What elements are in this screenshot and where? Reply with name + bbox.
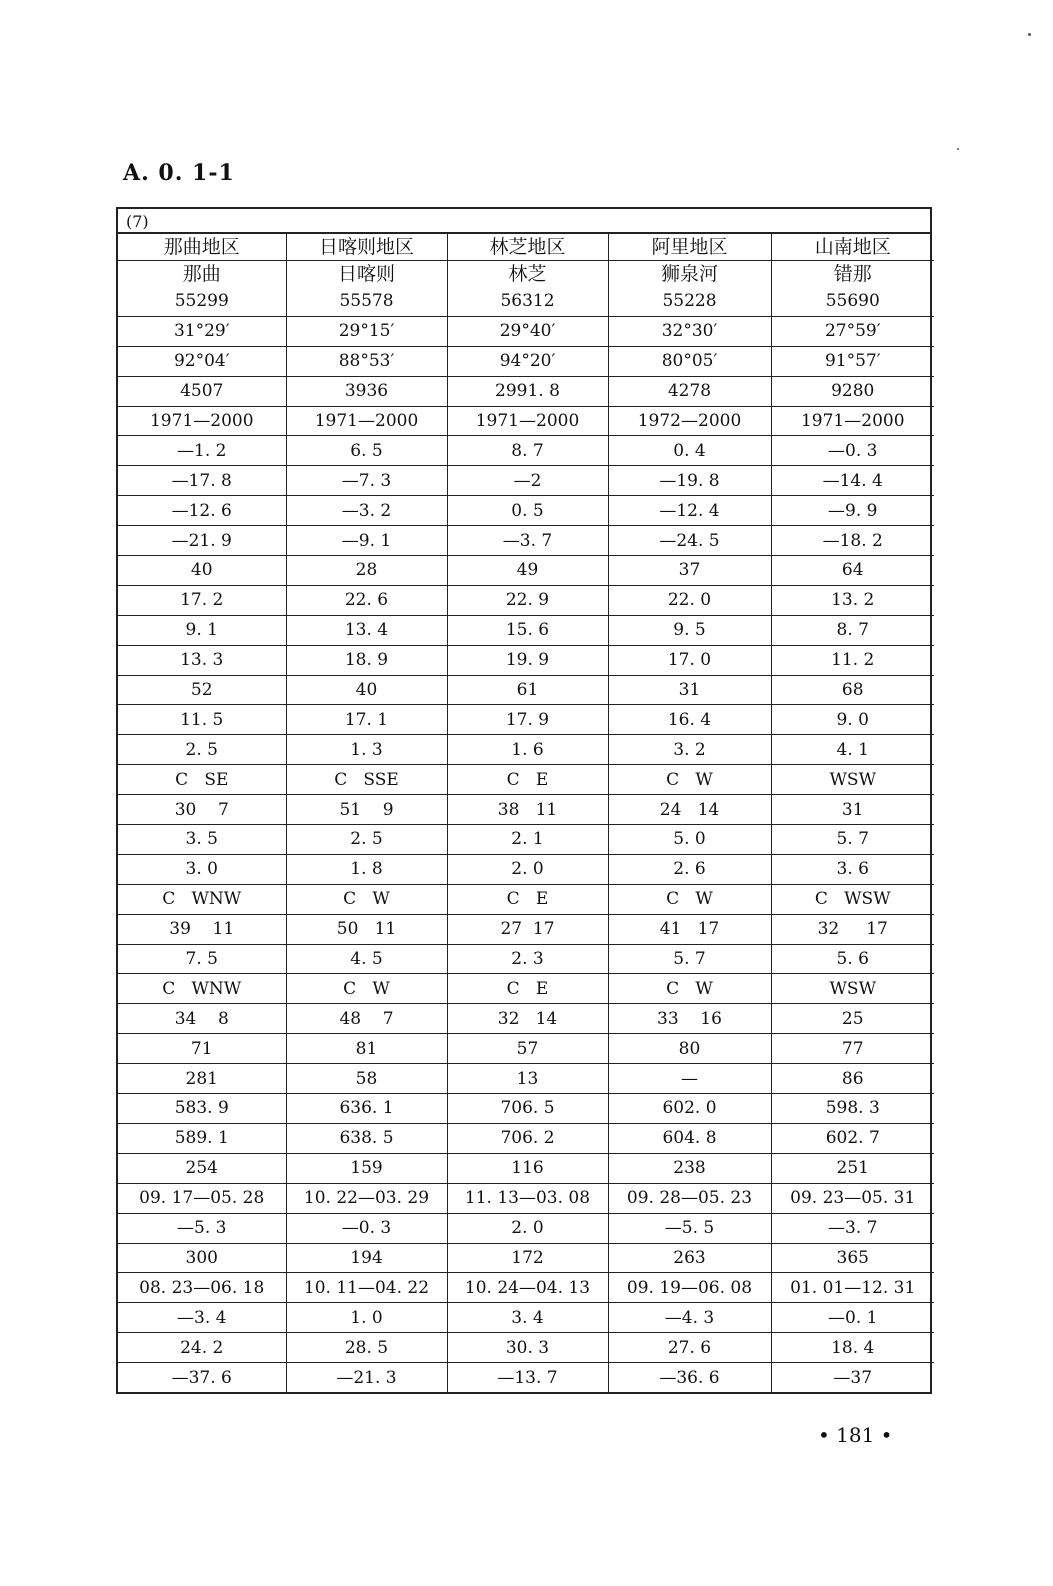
table-cell: 55299 (118, 287, 286, 316)
table-row (118, 825, 934, 855)
table-cell: —5. 3 (118, 1213, 286, 1243)
table-cell: 08. 23—06. 18 (118, 1273, 286, 1303)
table-cell: 13. 4 (286, 615, 447, 645)
table-cell: 9. 1 (118, 615, 286, 645)
table-cell: 11. 13—03. 08 (447, 1183, 608, 1213)
table-row (118, 316, 934, 346)
table-cell: 80 (608, 1034, 771, 1064)
table-cell: 18. 9 (286, 645, 447, 675)
table-cell: 254 (118, 1153, 286, 1183)
table-cell: —24. 5 (608, 526, 771, 556)
table-cell: 9. 0 (771, 705, 934, 735)
table-cell: 41 17 (608, 914, 771, 944)
table-cell: 80°05′ (608, 346, 771, 376)
climate-data-table (118, 234, 934, 1392)
table-row (118, 496, 934, 526)
table-row (118, 944, 934, 974)
table-cell: —17. 8 (118, 466, 286, 496)
table-cell: 94°20′ (447, 346, 608, 376)
table-cell: 32 17 (771, 914, 934, 944)
table-cell: C SSE (286, 765, 447, 795)
table-cell: 17. 2 (118, 585, 286, 615)
station-header-cell: 日喀则 (286, 261, 447, 288)
table-cell: 583. 9 (118, 1094, 286, 1124)
table-cell: 2. 1 (447, 825, 608, 855)
table-cell: 6. 5 (286, 436, 447, 466)
table-cell: 50 11 (286, 914, 447, 944)
table-cell: 602. 7 (771, 1123, 934, 1153)
table-cell: C E (447, 884, 608, 914)
table-cell: 09. 23—05. 31 (771, 1183, 934, 1213)
table-cell: 13 (447, 1064, 608, 1094)
table-cell: 55228 (608, 287, 771, 316)
table-cell: 10. 22—03. 29 (286, 1183, 447, 1213)
table-row (118, 795, 934, 825)
table-row (118, 1123, 934, 1153)
table-cell: 638. 5 (286, 1123, 447, 1153)
table-row (118, 1183, 934, 1213)
table-cell: —0. 3 (286, 1213, 447, 1243)
table-cell: 31 (608, 675, 771, 705)
table-cell: —21. 9 (118, 526, 286, 556)
table-cell: 9280 (771, 376, 934, 406)
table-cell: C W (608, 884, 771, 914)
region-header-row (118, 234, 934, 261)
table-cell: 22. 6 (286, 585, 447, 615)
table-cell: —37. 6 (118, 1363, 286, 1392)
table-cell: —2 (447, 466, 608, 496)
table-cell: 30. 3 (447, 1333, 608, 1363)
table-cell: 01. 01—12. 31 (771, 1273, 934, 1303)
table-cell: 24 14 (608, 795, 771, 825)
table-cell: C W (608, 974, 771, 1004)
table-cell: C W (608, 765, 771, 795)
table-cell: 116 (447, 1153, 608, 1183)
table-cell: 1. 0 (286, 1303, 447, 1333)
table-cell: 4. 1 (771, 735, 934, 765)
table-cell: 636. 1 (286, 1094, 447, 1124)
table-row (118, 406, 934, 436)
table-cell: 27 17 (447, 914, 608, 944)
table-cell: 27. 6 (608, 1333, 771, 1363)
table-cell: C W (286, 974, 447, 1004)
table-cell: 238 (608, 1153, 771, 1183)
table-cell: 3. 6 (771, 854, 934, 884)
table-cell: 706. 2 (447, 1123, 608, 1153)
table-cell: 194 (286, 1243, 447, 1273)
table-cell: 64 (771, 556, 934, 586)
table-cell: 34 8 (118, 1004, 286, 1034)
table-cell: —36. 6 (608, 1363, 771, 1392)
table-cell: —0. 1 (771, 1303, 934, 1333)
scan-speck (957, 148, 959, 150)
table-cell: 81 (286, 1034, 447, 1064)
table-cell: 37 (608, 556, 771, 586)
table-row (118, 884, 934, 914)
table-cell: —14. 4 (771, 466, 934, 496)
table-cell: 68 (771, 675, 934, 705)
table-cell: 17. 1 (286, 705, 447, 735)
table-cell: 159 (286, 1153, 447, 1183)
table-row (118, 1094, 934, 1124)
table-cell: 24. 2 (118, 1333, 286, 1363)
table-cell: 1972—2000 (608, 406, 771, 436)
table-cell: C WSW (771, 884, 934, 914)
table-body (118, 287, 934, 1392)
table-cell: 1971—2000 (286, 406, 447, 436)
table-cell: C W (286, 884, 447, 914)
table-cell: 604. 8 (608, 1123, 771, 1153)
table-cell: 51 9 (286, 795, 447, 825)
table-cell: —9. 1 (286, 526, 447, 556)
table-cell: —4. 3 (608, 1303, 771, 1333)
table-row (118, 675, 934, 705)
table-cell: 58 (286, 1064, 447, 1094)
table-cell: 11. 2 (771, 645, 934, 675)
table-cell: 5. 0 (608, 825, 771, 855)
station-header-row (118, 261, 934, 288)
region-header-cell: 林芝地区 (447, 234, 608, 261)
table-caption: (7) (118, 209, 930, 234)
table-cell: 28. 5 (286, 1333, 447, 1363)
data-table-container (116, 207, 932, 1394)
table-cell: 1971—2000 (118, 406, 286, 436)
table-row (118, 645, 934, 675)
table-cell: —12. 6 (118, 496, 286, 526)
table-row (118, 1303, 934, 1333)
station-header-cell: 狮泉河 (608, 261, 771, 288)
table-cell: 77 (771, 1034, 934, 1064)
table-row (118, 854, 934, 884)
table-cell: —13. 7 (447, 1363, 608, 1392)
table-row (118, 346, 934, 376)
station-header-cell: 林芝 (447, 261, 608, 288)
table-cell: —0. 3 (771, 436, 934, 466)
table-cell: 4278 (608, 376, 771, 406)
table-cell: 19. 9 (447, 645, 608, 675)
table-cell: 31°29′ (118, 316, 286, 346)
table-cell: —1. 2 (118, 436, 286, 466)
table-cell: 17. 9 (447, 705, 608, 735)
table-cell: 17. 0 (608, 645, 771, 675)
table-cell: 251 (771, 1153, 934, 1183)
table-cell: 1. 8 (286, 854, 447, 884)
table-row (118, 287, 934, 316)
table-cell: 2. 6 (608, 854, 771, 884)
table-cell: 10. 11—04. 22 (286, 1273, 447, 1303)
table-cell: —18. 2 (771, 526, 934, 556)
table-cell: 28 (286, 556, 447, 586)
table-row (118, 585, 934, 615)
table-cell: —19. 8 (608, 466, 771, 496)
table-cell: 589. 1 (118, 1123, 286, 1153)
table-cell: C E (447, 765, 608, 795)
table-cell: C WNW (118, 884, 286, 914)
table-cell: C SE (118, 765, 286, 795)
table-cell: —3. 2 (286, 496, 447, 526)
table-cell: 0. 4 (608, 436, 771, 466)
table-row (118, 615, 934, 645)
table-row (118, 705, 934, 735)
region-header-cell: 阿里地区 (608, 234, 771, 261)
table-row (118, 1273, 934, 1303)
table-cell: 0. 5 (447, 496, 608, 526)
table-row (118, 376, 934, 406)
table-cell: 15. 6 (447, 615, 608, 645)
table-cell: 86 (771, 1064, 934, 1094)
table-cell: —21. 3 (286, 1363, 447, 1392)
table-cell: 172 (447, 1243, 608, 1273)
table-cell: 29°15′ (286, 316, 447, 346)
table-cell: 1971—2000 (447, 406, 608, 436)
table-cell: 29°40′ (447, 316, 608, 346)
table-cell: 39 11 (118, 914, 286, 944)
table-cell: 09. 28—05. 23 (608, 1183, 771, 1213)
table-cell: 55690 (771, 287, 934, 316)
table-cell: 92°04′ (118, 346, 286, 376)
table-cell: 2. 3 (447, 944, 608, 974)
table-cell: 3. 0 (118, 854, 286, 884)
table-row (118, 1153, 934, 1183)
table-cell: 30 7 (118, 795, 286, 825)
table-cell: 4. 5 (286, 944, 447, 974)
table-cell: 25 (771, 1004, 934, 1034)
table-cell: 365 (771, 1243, 934, 1273)
page-number: • 181 • (818, 1423, 893, 1447)
station-header-cell: 错那 (833, 263, 872, 285)
table-row (118, 974, 934, 1004)
table-cell: 300 (118, 1243, 286, 1273)
table-cell: 1971—2000 (771, 406, 934, 436)
table-cell: C WNW (118, 974, 286, 1004)
table-cell: 602. 0 (608, 1094, 771, 1124)
table-row (118, 765, 934, 795)
table-cell: 09. 17—05. 28 (118, 1183, 286, 1213)
table-cell: 61 (447, 675, 608, 705)
table-cell: 91°57′ (771, 346, 934, 376)
table-cell: 7. 5 (118, 944, 286, 974)
table-cell: 09. 19—06. 08 (608, 1273, 771, 1303)
table-cell: 32 14 (447, 1004, 608, 1034)
table-cell: 4507 (118, 376, 286, 406)
table-cell: 88°53′ (286, 346, 447, 376)
table-cell: 40 (286, 675, 447, 705)
table-cell: C E (447, 974, 608, 1004)
table-cell: 55578 (286, 287, 447, 316)
section-title: A. 0. 1-1 (123, 160, 235, 186)
table-row (118, 1213, 934, 1243)
table-cell: —12. 4 (608, 496, 771, 526)
table-cell: 2. 5 (118, 735, 286, 765)
table-row (118, 914, 934, 944)
table-cell: 2. 0 (447, 854, 608, 884)
table-row (118, 1004, 934, 1034)
table-cell: 57 (447, 1034, 608, 1064)
table-row (118, 1034, 934, 1064)
table-cell: 16. 4 (608, 705, 771, 735)
table-cell: 706. 5 (447, 1094, 608, 1124)
table-cell: 31 (771, 795, 934, 825)
table-row (118, 735, 934, 765)
table-cell: 56312 (447, 287, 608, 316)
table-cell: 18. 4 (771, 1333, 934, 1363)
table-cell: 40 (118, 556, 286, 586)
table-cell: —3. 7 (447, 526, 608, 556)
table-cell: —5. 5 (608, 1213, 771, 1243)
table-cell: —9. 9 (771, 496, 934, 526)
scan-speck (1028, 33, 1031, 36)
table-cell: 52 (118, 675, 286, 705)
region-header-cell: 那曲地区 (118, 234, 286, 261)
table-row (118, 1243, 934, 1273)
table-cell: 3. 4 (447, 1303, 608, 1333)
table-cell: 38 11 (447, 795, 608, 825)
table-row (118, 1064, 934, 1094)
table-cell: 8. 7 (771, 615, 934, 645)
table-row (118, 1363, 934, 1392)
table-cell: 5. 6 (771, 944, 934, 974)
table-cell: 2991. 8 (447, 376, 608, 406)
table-cell: —7. 3 (286, 466, 447, 496)
table-row (118, 466, 934, 496)
table-cell: 8. 7 (447, 436, 608, 466)
table-cell: —37 (833, 1367, 873, 1388)
table-cell: 281 (118, 1064, 286, 1094)
table-cell: 22. 0 (608, 585, 771, 615)
table-cell: 1. 6 (447, 735, 608, 765)
table-cell: 13. 3 (118, 645, 286, 675)
table-cell: WSW (771, 765, 934, 795)
station-header-cell: 那曲 (118, 261, 286, 288)
table-cell: 2. 5 (286, 825, 447, 855)
table-cell: 598. 3 (771, 1094, 934, 1124)
table-cell: 2. 0 (447, 1213, 608, 1243)
table-cell: 9. 5 (608, 615, 771, 645)
table-cell: — (608, 1064, 771, 1094)
table-cell: 22. 9 (447, 585, 608, 615)
table-cell: 5. 7 (608, 944, 771, 974)
table-cell: 10. 24—04. 13 (447, 1273, 608, 1303)
table-row (118, 556, 934, 586)
table-cell: WSW (771, 974, 934, 1004)
table-cell: 1. 3 (286, 735, 447, 765)
table-cell: 71 (118, 1034, 286, 1064)
table-cell: 3. 2 (608, 735, 771, 765)
region-header-cell: 日喀则地区 (286, 234, 447, 261)
table-cell: 5. 7 (771, 825, 934, 855)
table-cell: 3936 (286, 376, 447, 406)
table-cell: 32°30′ (608, 316, 771, 346)
region-header-cell: 山南地区 (771, 234, 934, 261)
table-cell: 49 (447, 556, 608, 586)
table-row (118, 526, 934, 556)
table-cell: —3. 4 (118, 1303, 286, 1333)
table-cell: 3. 5 (118, 825, 286, 855)
table-row (118, 1333, 934, 1363)
table-cell: —3. 7 (771, 1213, 934, 1243)
table-cell: 13. 2 (771, 585, 934, 615)
table-row (118, 436, 934, 466)
table-cell: 48 7 (286, 1004, 447, 1034)
table-cell: 27°59′ (771, 316, 934, 346)
table-cell: 11. 5 (118, 705, 286, 735)
table-cell: 263 (608, 1243, 771, 1273)
table-cell: 33 16 (608, 1004, 771, 1034)
